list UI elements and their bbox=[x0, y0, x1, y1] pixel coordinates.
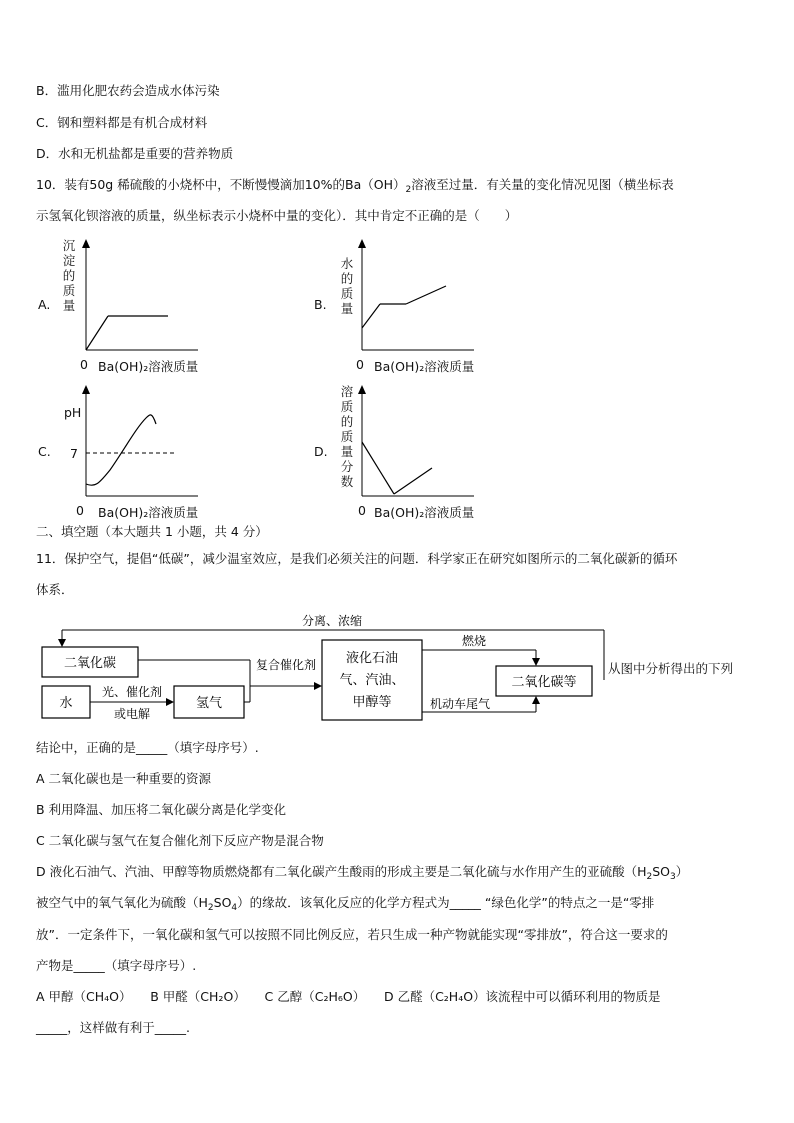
co2-cycle-diagram bbox=[36, 610, 616, 730]
graph-d-letter: D. bbox=[314, 444, 328, 459]
q11-choices: A 甲醇（CH₄O） B 甲醛（CH₂O） C 乙醇（C₂H₆O） D 乙醛（C₂H₄O）该流程中可以循环利用的物质是 bbox=[36, 989, 661, 1004]
q9-option-d: D．水和无机盐都是重要的营养物质 bbox=[36, 146, 234, 161]
fuel-box-line2: 气、汽油、 bbox=[339, 673, 405, 688]
graph-b-plot bbox=[356, 238, 476, 356]
q11-option-d-line3: 放”．一定条件下，一氧化碳和氢气可以按照不同比例反应，若只生成一种产物就能实现“零排放”，符合这一要求的 bbox=[36, 927, 668, 942]
graph-b-seg3 bbox=[406, 286, 446, 304]
graph-c-origin: 0 bbox=[76, 503, 84, 518]
separate-label: 分离、浓缩 bbox=[301, 614, 363, 628]
graph-a-origin: 0 bbox=[80, 357, 88, 372]
q11-option-b: B 利用降温、加压将二氧化碳分离是化学变化 bbox=[36, 802, 287, 817]
hydrogen-box-label: 氢气 bbox=[195, 696, 223, 711]
graph-d-xlabel: Ba(OH)₂溶液质量 bbox=[374, 505, 475, 520]
q11-intro-line1: 11．保护空气，提倡“低碳”，减少温室效应，是我们必须关注的问题．科学家正在研究如图所示的二氧化碳新的循环 bbox=[36, 551, 678, 566]
graph-d-rise bbox=[394, 468, 432, 494]
graph-d-fall bbox=[362, 442, 394, 494]
fuel-box-line1: 液化石油 bbox=[345, 651, 399, 666]
exhaust-label: 机动车尾气 bbox=[429, 697, 491, 711]
q10-stem-line1: 10．装有50g 稀硫酸的小烧杯中，不断慢慢滴加10%的$Ba(OH)_2$溶液至过量．有关量的变化情况见图（横坐标表 bbox=[36, 177, 674, 195]
q11-conclusion: 结论中，正确的是_____（填字母序号）. bbox=[36, 740, 259, 755]
graph-c-letter: C. bbox=[38, 444, 51, 459]
graph-d-plot bbox=[356, 384, 476, 502]
q11-after-diagram: 从图中分析得出的下列 bbox=[608, 661, 734, 676]
q11-option-d-line4: 产物是_____（填字母序号）. bbox=[36, 958, 197, 973]
q11-option-c: C 二氧化碳与氢气在复合催化剂下反应产物是混合物 bbox=[36, 833, 324, 848]
q11-option-d-line2: 被空气中的氧气氧化为硫酸$(H_2SO_4)$的缘故．该氧化反应的化学方程式为_____ “绿色化学”的特点之一是“零排 bbox=[36, 895, 655, 913]
graph-a-plot bbox=[80, 238, 200, 356]
graph-b-ylabel: 水 的 质 量 bbox=[340, 256, 354, 316]
graph-c-ylabel: pH bbox=[64, 405, 82, 420]
graph-a-rise bbox=[86, 316, 108, 350]
catalyst-label: 复合催化剂 bbox=[255, 658, 317, 672]
graph-c-tick-7: 7 bbox=[70, 446, 78, 461]
graph-a-letter: A. bbox=[38, 297, 51, 312]
co2-box-label: 二氧化碳 bbox=[63, 656, 117, 671]
graph-b-letter: B. bbox=[314, 297, 327, 312]
graph-d-ylabel: 溶 质 的 质 量 分 数 bbox=[340, 384, 354, 489]
q9-option-b: B．滥用化肥农药会造成水体污染 bbox=[36, 83, 220, 98]
q11-last-line: _____，这样做有利于_____. bbox=[36, 1020, 190, 1035]
graph-d-origin: 0 bbox=[358, 503, 366, 518]
q11-intro-line2: 体系． bbox=[36, 582, 74, 597]
fuel-box-line3: 甲醇等 bbox=[352, 695, 392, 710]
co2-etc-box-label: 二氧化碳等 bbox=[511, 675, 577, 690]
section-2-heading: 二、填空题（本大题共 1 小题，共 4 分） bbox=[36, 524, 268, 539]
q11-option-d-line1: D 液化石油气、汽油、甲醇等物质燃烧都有二氧化碳产生酸雨的形成主要是二氧化硫与水作用产生的亚硫酸$(H_2SO_3)$ bbox=[36, 864, 689, 882]
q10-stem-line2: 示氢氧化钡溶液的质量，纵坐标表示小烧杯中量的变化）．其中肯定不正确的是（ ） bbox=[36, 208, 518, 223]
burn-label: 燃烧 bbox=[461, 634, 487, 648]
q11-option-a: A 二氧化碳也是一种重要的资源 bbox=[36, 771, 212, 786]
q9-option-c: C．钢和塑料都是有机合成材料 bbox=[36, 115, 208, 130]
graph-c-plot bbox=[80, 384, 200, 502]
water-box-label: 水 bbox=[59, 696, 73, 711]
graph-a-ylabel: 沉 淀 的 质 量 bbox=[62, 238, 76, 313]
light-catalyst-label: 光、催化剂 bbox=[101, 685, 163, 699]
electrolysis-label: 或电解 bbox=[113, 707, 151, 721]
graph-b-xlabel: Ba(OH)₂溶液质量 bbox=[374, 359, 475, 374]
graph-c-xlabel: Ba(OH)₂溶液质量 bbox=[98, 505, 199, 520]
graph-a-xlabel: Ba(OH)₂溶液质量 bbox=[98, 359, 199, 374]
graph-c-curve bbox=[86, 415, 156, 485]
graph-b-seg1 bbox=[362, 304, 380, 328]
graph-b-origin: 0 bbox=[356, 357, 364, 372]
